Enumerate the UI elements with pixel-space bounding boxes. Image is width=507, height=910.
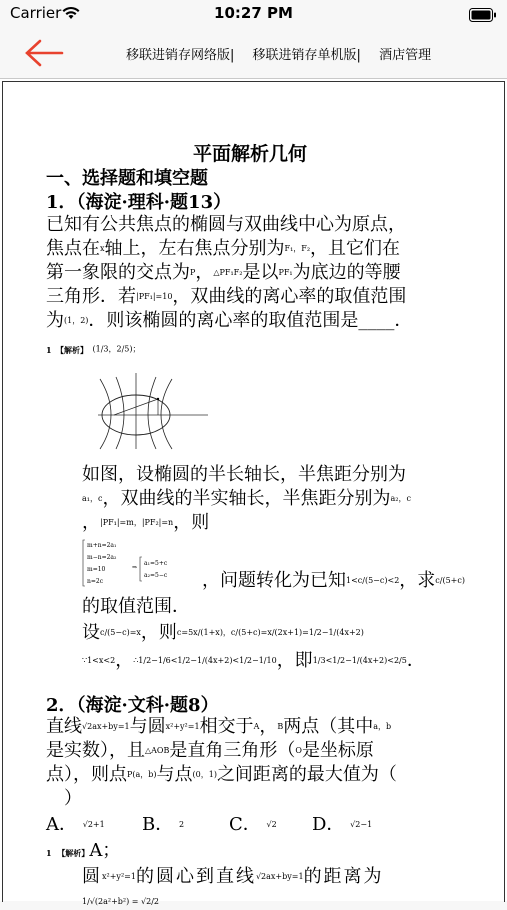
q1-line2: 焦点在x轴上，左右焦点分别为F₁，F₂，且它们在: [46, 238, 401, 259]
q1-line1: 已知有公共焦点的椭圆与双曲线中心为原点，: [46, 214, 406, 235]
q1-sol-line7: ∵1<x<2，∴1/2−1/6<1/2−1/(4x+2)<1/2−1/10，即1/3<1/2−1/(4x+2)<2/5．: [82, 650, 425, 671]
carrier-label: Carrier: [10, 4, 62, 22]
battery-icon: [469, 7, 497, 26]
document-view[interactable]: [0, 78, 507, 906]
ellipse-hyperbola-figure: [96, 371, 211, 455]
q1-sol-line3: ，|PF₁|=m，|PF₂|=n，则: [82, 512, 210, 533]
navigation-bar: [0, 28, 507, 78]
svg-text:a₁=5+c: a₁=5+c: [144, 560, 168, 567]
q1-sol-line6: 设c/(5−c)=x，则c=5x/(1+x)，c/(5+c)=x/(2x+1)=1/2−1/(4x+2): [82, 622, 364, 643]
nav-link-hotel[interactable]: 酒店管理: [379, 48, 432, 63]
q2-line4: ）: [64, 788, 82, 809]
q1-line3: 第一象限的交点为P，△PF₁F₂是以PF₁为底边的等腰: [46, 262, 401, 283]
q2-line1: 直线√2ax+by=1与圆x²+y²=1相交于A，B两点（其中a，b: [46, 716, 392, 737]
svg-text:m=10: m=10: [87, 566, 106, 573]
nav-link-network[interactable]: 移联进销存网络版|: [126, 48, 235, 63]
q2-option-d: D． √2−1: [312, 814, 373, 835]
q1-line4: 三角形．若|PF₁|=10，双曲线的离心率的取值范围: [46, 286, 407, 307]
svg-text:m−n=2a₂: m−n=2a₂: [87, 554, 117, 561]
q1-sol-line1: 如图，设椭圆的半长轴长，半焦距分别为: [82, 464, 406, 485]
back-arrow-icon[interactable]: [22, 38, 66, 68]
q1-answer: 1 【解析】 (1/3，2/5)；: [46, 344, 141, 355]
q2-sol-line1: 圆x²+y²=1的圆心到直线√2ax+by=1的距离为: [82, 866, 384, 887]
q2-option-b: B． 2: [142, 814, 185, 835]
nav-link-standalone[interactable]: 移联进销存单机版|: [252, 48, 361, 63]
doc-title: 平面解析几何: [193, 143, 308, 165]
q1-line5: 为(1，2)．则该椭圆的离心率的取值范围是____．: [46, 310, 413, 331]
svg-text:⇒: ⇒: [132, 564, 138, 571]
q2-heading: 2．（海淀·文科·题8）: [46, 695, 219, 716]
q2-sol-line2: 1/√(2a²+b²) = √2/2: [82, 897, 159, 906]
nav-links: [126, 44, 445, 63]
equation-system: [82, 539, 202, 591]
q1-sol-line5: 的取值范围．: [82, 596, 190, 617]
q2-option-a: A． √2+1: [46, 814, 105, 835]
q2-line2: 是实数），且△AOB是直角三角形（O是坐标原: [46, 740, 374, 761]
q2-line3: 点），则点P(a，b)与点(0，1)之间距离的最大值为（: [46, 764, 397, 785]
q2-option-c: C． √2: [229, 814, 277, 835]
q1-sol-line4: ，问题转化为已知1<c/(5−c)<2，求c/(5+c): [202, 570, 465, 591]
q2-answer: 1 【解析】A；: [46, 840, 121, 861]
section-heading: 一、选择题和填空题: [46, 168, 208, 189]
q1-heading: 1．（海淀·理科·题13）: [46, 192, 232, 213]
q1-sol-line2: a₁，c，双曲线的半实轴长，半焦距分别为a₂，c: [82, 488, 411, 509]
svg-text:a₂=5−c: a₂=5−c: [144, 572, 168, 579]
svg-text:n=2c: n=2c: [87, 578, 104, 585]
svg-text:m+n=2a₁: m+n=2a₁: [87, 542, 117, 549]
status-bar: [0, 0, 507, 28]
clock: 10:27 PM: [214, 4, 293, 22]
